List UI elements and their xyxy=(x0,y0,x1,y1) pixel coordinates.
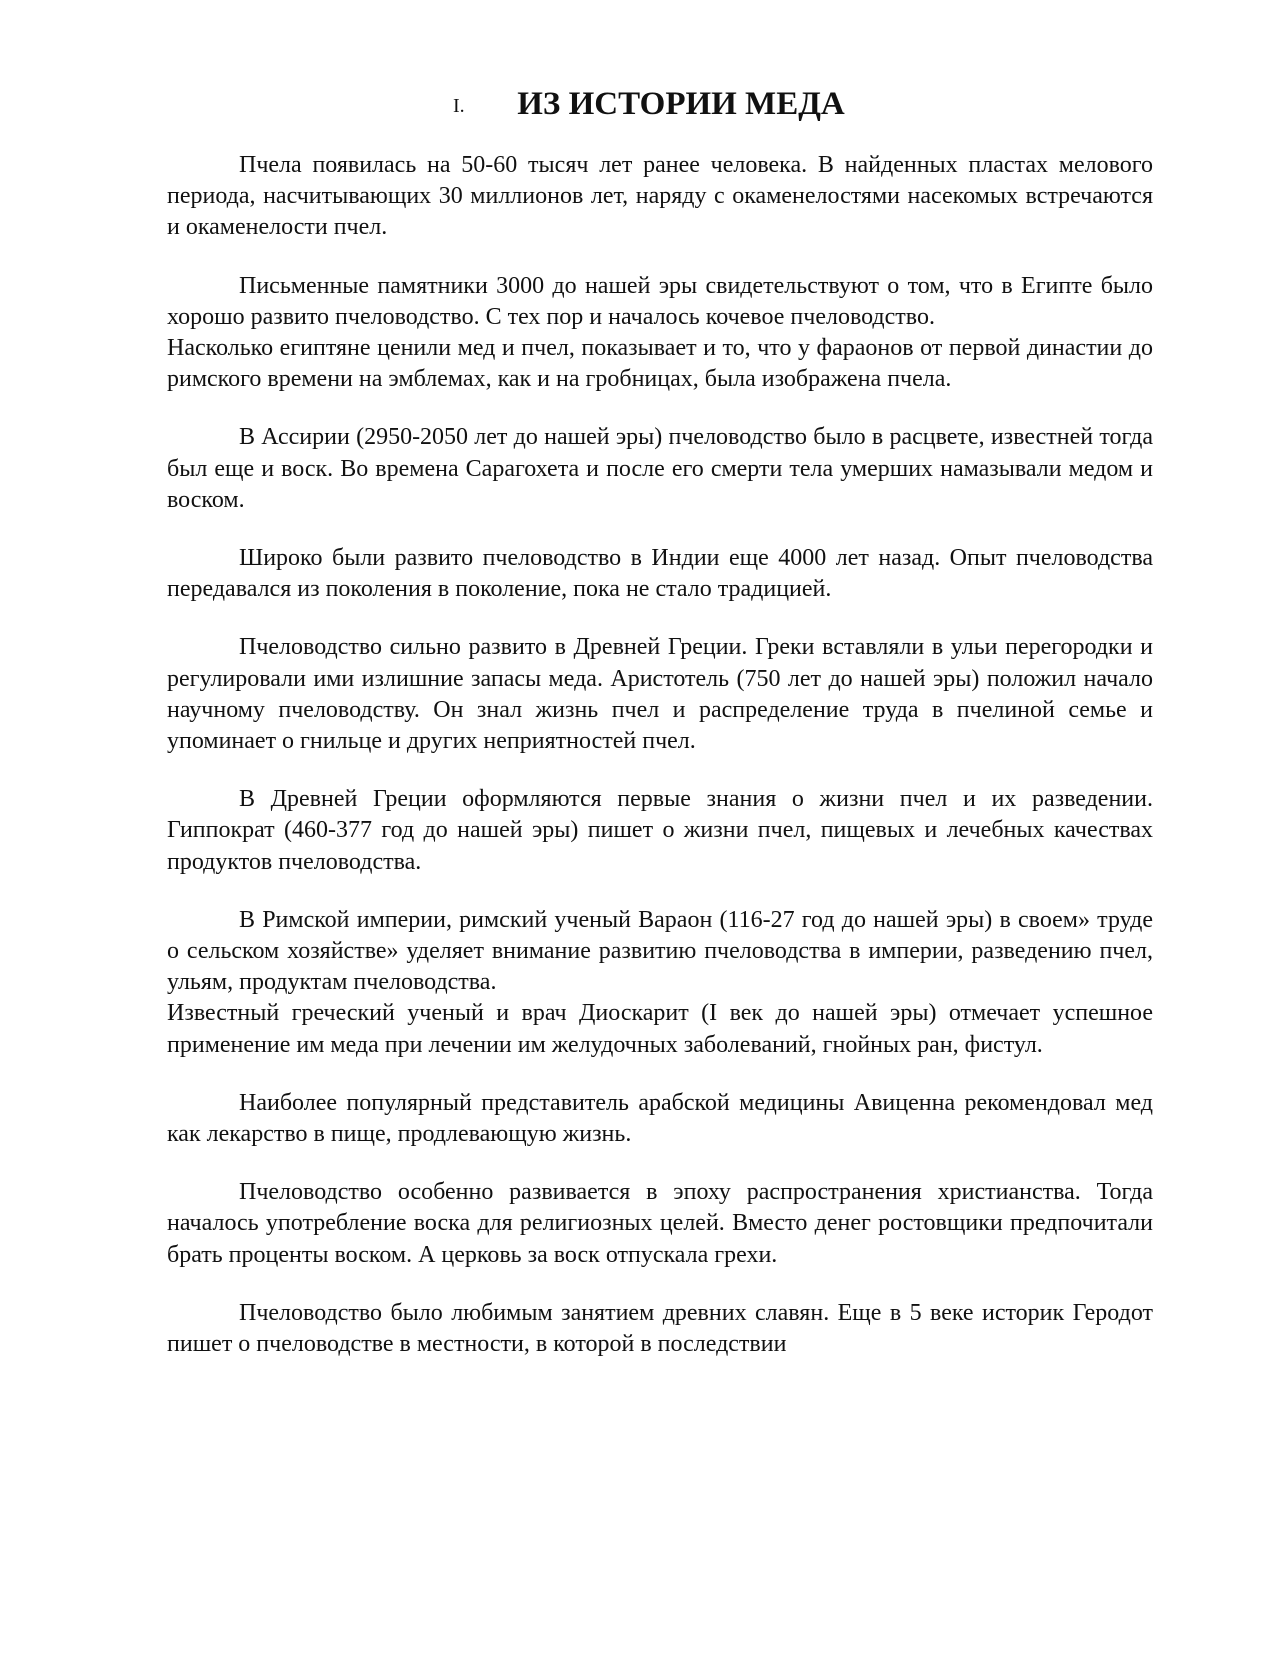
heading-number: I. xyxy=(453,95,465,117)
body-text xyxy=(167,150,1153,1360)
document-page xyxy=(167,82,1153,1360)
paragraph: В Римской империи, римский ученый Вараон (116-27 год до нашей эры) в своем» труде о сельском хозяйстве» уделяет внимание развитию пчеловодства в империи, разведению пчел, ульям, продуктам пчеловодства. xyxy=(167,906,1153,996)
paragraph: В Ассирии (2950-2050 лет до нашей эры) пчеловодство было в расцвете, известней тогда был еще и воск. Во времена Сарагохета и после его смерти тела умерших намазывали медом и воском. xyxy=(167,424,1153,513)
paragraph-continuation: Известный греческий ученый и врач Диоскарит (I век до нашей эры) отмечает успешное применение им меда при лечении им желудочных заболеваний, гнойных ран, фистул. xyxy=(167,1000,1153,1058)
paragraph: Пчеловодство особенно развивается в эпоху распространения христианства. Тогда началось употребление воска для религиозных целей. Вместо денег ростовщики предпочитали брать проценты воском. А церковь за воск отпускала грехи. xyxy=(167,1179,1153,1268)
paragraph: Наиболее популярный представитель арабской медицины Авиценна рекомендовал мед как лекарство в пище, продлевающую жизнь. xyxy=(167,1089,1153,1148)
heading-title: ИЗ ИСТОРИИ МЕДА xyxy=(517,86,845,122)
section-heading xyxy=(167,82,1153,126)
paragraph: Пчеловодство было любимым занятием древних славян. Еще в 5 веке историк Геродот пишет о пчеловодстве в местности, в которой в последствии xyxy=(167,1299,1153,1358)
paragraph: Пчеловодство сильно развито в Древней Греции. Греки вставляли в ульи перегородки и регулировали ими излишние запасы меда. Аристотель (750 лет до нашей эры) положил начало научному пчеловодству. Он знал жизнь пчел и распределение труда в пчелиной семье и упоминает о гнильце и других неприятностей пчел. xyxy=(167,634,1153,755)
paragraph: Пчела появилась на 50-60 тысяч лет ранее человека. В найденных пластах мелового периода, насчитывающих 30 миллионов лет, наряду с окаменелостями насекомых встречаются и окаменелости пчел. xyxy=(167,152,1153,241)
paragraph: Письменные памятники 3000 до нашей эры свидетельствуют о том, что в Египте было хорошо развито пчеловодство. С тех пор и началось кочевое пчеловодство. xyxy=(167,272,1153,330)
paragraph-continuation: Насколько египтяне ценили мед и пчел, показывает и то, что у фараонов от первой династии до римского времени на эмблемах, как и на гробницах, была изображена пчела. xyxy=(167,335,1153,393)
paragraph: Широко были развито пчеловодство в Индии еще 4000 лет назад. Опыт пчеловодства передавался из поколения в поколение, пока не стало традицией. xyxy=(167,545,1153,603)
paragraph: В Древней Греции оформляются первые знания о жизни пчел и их разведении. Гиппократ (460-377 год до нашей эры) пишет о жизни пчел, пищевых и лечебных качествах продуктов пчеловодства. xyxy=(167,786,1153,875)
